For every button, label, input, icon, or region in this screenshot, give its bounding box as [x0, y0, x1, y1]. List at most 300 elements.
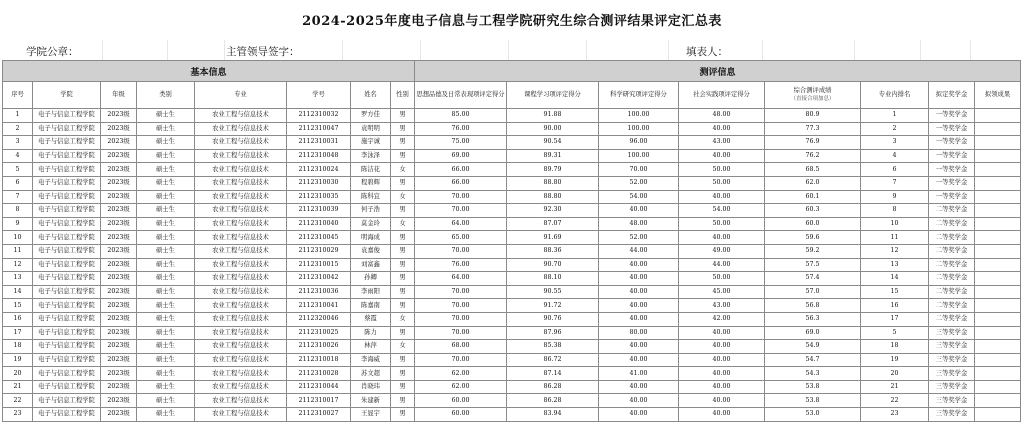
table-row [3, 299, 1021, 313]
cell-gender: 男 [391, 122, 415, 136]
table-row [3, 163, 1021, 177]
col-total-label: 综合测评成绩 [793, 87, 832, 94]
cell-seq: 9 [3, 217, 33, 231]
cell-category: 硕士生 [137, 340, 195, 354]
cell-grade: 2023级 [101, 176, 137, 190]
cell-social: 43.00 [679, 136, 765, 150]
cell-award: 三等奖学金 [929, 380, 975, 394]
cell-major: 农业工程与信息技术 [195, 299, 287, 313]
cell-gender: 男 [391, 367, 415, 381]
cell-grade: 2023级 [101, 312, 137, 326]
section-header-row [3, 61, 1021, 82]
cell-extra [975, 149, 1021, 163]
cell-award: 一等奖学金 [929, 136, 975, 150]
cell-category: 硕士生 [137, 136, 195, 150]
table-row [3, 109, 1021, 123]
cell-ideology: 70.00 [415, 190, 507, 204]
cell-seq: 2 [3, 122, 33, 136]
col-gender: 性别 [391, 82, 415, 109]
col-seq: 序号 [3, 82, 33, 109]
cell-coursework: 87.96 [507, 326, 599, 340]
cell-name: 刘富鑫 [351, 258, 391, 272]
cell-award: 三等奖学金 [929, 367, 975, 381]
table-row [3, 340, 1021, 354]
cell-college: 电子与信息工程学院 [33, 231, 101, 245]
cell-seq: 22 [3, 394, 33, 408]
cell-total: 76.2 [765, 149, 861, 163]
cell-seq: 6 [3, 176, 33, 190]
cell-rank: 18 [861, 340, 929, 354]
cell-major: 农业工程与信息技术 [195, 163, 287, 177]
cell-name: 明海成 [351, 231, 391, 245]
cell-social: 40.00 [679, 353, 765, 367]
cell-gender: 女 [391, 163, 415, 177]
col-category: 类别 [137, 82, 195, 109]
cell-seq: 15 [3, 299, 33, 313]
cell-research: 40.00 [599, 299, 679, 313]
cell-award: 一等奖学金 [929, 109, 975, 123]
table-body [3, 109, 1021, 422]
cell-major: 农业工程与信息技术 [195, 190, 287, 204]
cell-social: 40.00 [679, 340, 765, 354]
cell-major: 农业工程与信息技术 [195, 380, 287, 394]
cell-ideology: 62.00 [415, 380, 507, 394]
cell-grade: 2023级 [101, 380, 137, 394]
cell-total: 56.3 [765, 312, 861, 326]
cell-social: 50.00 [679, 176, 765, 190]
cell-social: 40.00 [679, 380, 765, 394]
cell-student-id: 2112310026 [287, 340, 351, 354]
cell-student-id: 2112310025 [287, 326, 351, 340]
cell-award: 一等奖学金 [929, 176, 975, 190]
cell-major: 农业工程与信息技术 [195, 326, 287, 340]
cell-student-id: 2112320046 [287, 312, 351, 326]
cell-ideology: 85.00 [415, 109, 507, 123]
cell-extra [975, 244, 1021, 258]
col-coursework: 课程学习项评定得分 [507, 82, 599, 109]
cell-social: 40.00 [679, 326, 765, 340]
cell-college: 电子与信息工程学院 [33, 190, 101, 204]
cell-name: 李雨阳 [351, 285, 391, 299]
cell-coursework: 90.70 [507, 258, 599, 272]
cell-rank: 10 [861, 217, 929, 231]
col-ideology: 思想品德及日常表现项评定得分 [415, 82, 507, 109]
cell-major: 农业工程与信息技术 [195, 217, 287, 231]
filler-label: 填表人： [686, 46, 728, 58]
cell-social: 40.00 [679, 231, 765, 245]
cell-major: 农业工程与信息技术 [195, 149, 287, 163]
cell-seq: 14 [3, 285, 33, 299]
cell-extra [975, 122, 1021, 136]
cell-award: 二等奖学金 [929, 285, 975, 299]
cell-social: 40.00 [679, 367, 765, 381]
cell-award: 三等奖学金 [929, 326, 975, 340]
cell-extra [975, 258, 1021, 272]
cell-student-id: 2112310017 [287, 394, 351, 408]
cell-coursework: 86.28 [507, 380, 599, 394]
cell-extra [975, 285, 1021, 299]
cell-coursework: 88.10 [507, 272, 599, 286]
cell-research: 100.00 [599, 149, 679, 163]
cell-college: 电子与信息工程学院 [33, 122, 101, 136]
cell-research: 52.00 [599, 231, 679, 245]
cell-research: 48.00 [599, 217, 679, 231]
cell-seq: 21 [3, 380, 33, 394]
cell-college: 电子与信息工程学院 [33, 176, 101, 190]
cell-seq: 19 [3, 353, 33, 367]
cell-seq: 12 [3, 258, 33, 272]
cell-gender: 男 [391, 272, 415, 286]
col-research: 科学研究项评定得分 [599, 82, 679, 109]
cell-award: 二等奖学金 [929, 312, 975, 326]
cell-total: 80.9 [765, 109, 861, 123]
cell-gender: 女 [391, 217, 415, 231]
cell-rank: 5 [861, 326, 929, 340]
cell-award: 二等奖学金 [929, 217, 975, 231]
cell-student-id: 2112310041 [287, 299, 351, 313]
cell-grade: 2023级 [101, 258, 137, 272]
cell-major: 农业工程与信息技术 [195, 340, 287, 354]
cell-total: 54.7 [765, 353, 861, 367]
cell-college: 电子与信息工程学院 [33, 149, 101, 163]
cell-college: 电子与信息工程学院 [33, 367, 101, 381]
cell-award: 一等奖学金 [929, 190, 975, 204]
table-row [3, 204, 1021, 218]
cell-seq: 11 [3, 244, 33, 258]
cell-extra [975, 408, 1021, 422]
col-social: 社会实践项评定得分 [679, 82, 765, 109]
cell-extra [975, 367, 1021, 381]
cell-rank: 15 [861, 285, 929, 299]
cell-extra [975, 217, 1021, 231]
col-name: 姓名 [351, 82, 391, 109]
cell-grade: 2023级 [101, 163, 137, 177]
cell-grade: 2023级 [101, 217, 137, 231]
cell-ideology: 66.00 [415, 176, 507, 190]
cell-rank: 9 [861, 190, 929, 204]
cell-award: 三等奖学金 [929, 394, 975, 408]
cell-seq: 10 [3, 231, 33, 245]
cell-major: 农业工程与信息技术 [195, 353, 287, 367]
cell-rank: 4 [861, 149, 929, 163]
cell-total: 57.0 [765, 285, 861, 299]
table-row [3, 258, 1021, 272]
cell-extra [975, 231, 1021, 245]
section-basic-info: 基本信息 [3, 61, 415, 82]
cell-college: 电子与信息工程学院 [33, 109, 101, 123]
cell-coursework: 90.76 [507, 312, 599, 326]
table-row [3, 367, 1021, 381]
cell-extra [975, 109, 1021, 123]
cell-social: 42.00 [679, 312, 765, 326]
col-extra: 拟领成果 [975, 82, 1021, 109]
cell-social: 45.00 [679, 285, 765, 299]
cell-grade: 2023级 [101, 394, 137, 408]
cell-extra [975, 163, 1021, 177]
cell-research: 40.00 [599, 408, 679, 422]
cell-research: 96.00 [599, 136, 679, 150]
cell-research: 54.00 [599, 190, 679, 204]
cell-grade: 2023级 [101, 122, 137, 136]
cell-ideology: 70.00 [415, 204, 507, 218]
cell-coursework: 88.80 [507, 190, 599, 204]
cell-major: 农业工程与信息技术 [195, 312, 287, 326]
cell-grade: 2023级 [101, 340, 137, 354]
cell-total: 76.9 [765, 136, 861, 150]
cell-name: 王显宇 [351, 408, 391, 422]
cell-category: 硕士生 [137, 204, 195, 218]
col-rank: 专业内排名 [861, 82, 929, 109]
cell-gender: 男 [391, 109, 415, 123]
cell-name: 陈科宜 [351, 190, 391, 204]
cell-coursework: 89.31 [507, 149, 599, 163]
cell-category: 硕士生 [137, 109, 195, 123]
cell-gender: 男 [391, 326, 415, 340]
col-grade: 年级 [101, 82, 137, 109]
cell-ideology: 70.00 [415, 299, 507, 313]
cell-name: 肖晓玮 [351, 380, 391, 394]
cell-student-id: 2112310042 [287, 272, 351, 286]
cell-coursework: 89.79 [507, 163, 599, 177]
cell-student-id: 2112310027 [287, 408, 351, 422]
cell-research: 40.00 [599, 312, 679, 326]
cell-college: 电子与信息工程学院 [33, 299, 101, 313]
cell-rank: 12 [861, 244, 929, 258]
table-row [3, 122, 1021, 136]
cell-award: 二等奖学金 [929, 204, 975, 218]
cell-category: 硕士生 [137, 122, 195, 136]
cell-coursework: 86.28 [507, 394, 599, 408]
cell-rank: 22 [861, 394, 929, 408]
cell-major: 农业工程与信息技术 [195, 244, 287, 258]
cell-category: 硕士生 [137, 217, 195, 231]
cell-gender: 男 [391, 149, 415, 163]
cell-name: 李海威 [351, 353, 391, 367]
table-row [3, 217, 1021, 231]
cell-rank: 16 [861, 299, 929, 313]
cell-research: 40.00 [599, 204, 679, 218]
cell-social: 40.00 [679, 394, 765, 408]
cell-total: 53.8 [765, 380, 861, 394]
cell-extra [975, 299, 1021, 313]
cell-name: 何子浩 [351, 204, 391, 218]
cell-category: 硕士生 [137, 272, 195, 286]
cell-rank: 2 [861, 122, 929, 136]
col-student-id: 学号 [287, 82, 351, 109]
cell-student-id: 2112310047 [287, 122, 351, 136]
cell-college: 电子与信息工程学院 [33, 244, 101, 258]
table-row [3, 272, 1021, 286]
cell-extra [975, 136, 1021, 150]
leader-signature-label: 主管领导签字： [226, 46, 300, 58]
cell-research: 40.00 [599, 353, 679, 367]
cell-name: 陈力 [351, 326, 391, 340]
table-row [3, 285, 1021, 299]
cell-coursework: 88.80 [507, 176, 599, 190]
cell-name: 林萍 [351, 340, 391, 354]
cell-coursework: 87.07 [507, 217, 599, 231]
cell-category: 硕士生 [137, 394, 195, 408]
cell-coursework: 91.69 [507, 231, 599, 245]
cell-seq: 13 [3, 272, 33, 286]
cell-ideology: 60.00 [415, 394, 507, 408]
cell-rank: 14 [861, 272, 929, 286]
cell-ideology: 70.00 [415, 312, 507, 326]
cell-total: 59.6 [765, 231, 861, 245]
cell-major: 农业工程与信息技术 [195, 258, 287, 272]
cell-grade: 2023级 [101, 136, 137, 150]
cell-coursework: 91.88 [507, 109, 599, 123]
cell-category: 硕士生 [137, 231, 195, 245]
cell-extra [975, 353, 1021, 367]
table-row [3, 408, 1021, 422]
cell-major: 农业工程与信息技术 [195, 408, 287, 422]
cell-college: 电子与信息工程学院 [33, 258, 101, 272]
table-row [3, 380, 1021, 394]
cell-gender: 男 [391, 299, 415, 313]
cell-social: 50.00 [679, 272, 765, 286]
cell-college: 电子与信息工程学院 [33, 136, 101, 150]
cell-rank: 20 [861, 367, 929, 381]
cell-award: 三等奖学金 [929, 353, 975, 367]
cell-ideology: 65.00 [415, 231, 507, 245]
cell-total: 60.3 [765, 204, 861, 218]
cell-category: 硕士生 [137, 163, 195, 177]
table-row [3, 394, 1021, 408]
cell-ideology: 76.00 [415, 258, 507, 272]
cell-name: 莫金玲 [351, 217, 391, 231]
table-row [3, 136, 1021, 150]
cell-college: 电子与信息工程学院 [33, 394, 101, 408]
cell-student-id: 2112310029 [287, 244, 351, 258]
cell-college: 电子与信息工程学院 [33, 285, 101, 299]
cell-seq: 5 [3, 163, 33, 177]
cell-total: 54.3 [765, 367, 861, 381]
cell-coursework: 90.54 [507, 136, 599, 150]
cell-grade: 2023级 [101, 109, 137, 123]
cell-ideology: 76.00 [415, 122, 507, 136]
cell-rank: 19 [861, 353, 929, 367]
cell-major: 农业工程与信息技术 [195, 109, 287, 123]
cell-gender: 男 [391, 380, 415, 394]
cell-major: 农业工程与信息技术 [195, 176, 287, 190]
table-row [3, 353, 1021, 367]
cell-research: 40.00 [599, 272, 679, 286]
page-title: 2024-2025年度电子信息与工程学院研究生综合测评结果评定汇总表 [302, 14, 722, 29]
cell-college: 电子与信息工程学院 [33, 340, 101, 354]
cell-major: 农业工程与信息技术 [195, 285, 287, 299]
cell-rank: 11 [861, 231, 929, 245]
cell-category: 硕士生 [137, 258, 195, 272]
cell-coursework: 91.72 [507, 299, 599, 313]
cell-total: 54.9 [765, 340, 861, 354]
table-row [3, 190, 1021, 204]
table-row [3, 176, 1021, 190]
cell-name: 罗方佳 [351, 109, 391, 123]
cell-research: 40.00 [599, 340, 679, 354]
cell-major: 农业工程与信息技术 [195, 136, 287, 150]
cell-extra [975, 190, 1021, 204]
cell-rank: 6 [861, 163, 929, 177]
cell-grade: 2023级 [101, 299, 137, 313]
cell-name: 陈嘉南 [351, 299, 391, 313]
cell-college: 电子与信息工程学院 [33, 353, 101, 367]
cell-gender: 男 [391, 258, 415, 272]
cell-rank: 13 [861, 258, 929, 272]
cell-seq: 1 [3, 109, 33, 123]
cell-seq: 4 [3, 149, 33, 163]
cell-social: 43.00 [679, 299, 765, 313]
table-row [3, 244, 1021, 258]
cell-seq: 23 [3, 408, 33, 422]
table-row [3, 312, 1021, 326]
cell-name: 施宇诚 [351, 136, 391, 150]
cell-student-id: 2112310030 [287, 176, 351, 190]
cell-ideology: 64.00 [415, 217, 507, 231]
cell-gender: 男 [391, 204, 415, 218]
cell-research: 40.00 [599, 258, 679, 272]
cell-total: 59.2 [765, 244, 861, 258]
cell-category: 硕士生 [137, 149, 195, 163]
cell-award: 二等奖学金 [929, 244, 975, 258]
col-major: 专业 [195, 82, 287, 109]
cell-grade: 2023级 [101, 231, 137, 245]
cell-student-id: 2112310040 [287, 217, 351, 231]
cell-student-id: 2112310032 [287, 109, 351, 123]
cell-grade: 2023级 [101, 149, 137, 163]
cell-rank: 3 [861, 136, 929, 150]
cell-social: 40.00 [679, 190, 765, 204]
cell-college: 电子与信息工程学院 [33, 204, 101, 218]
cell-research: 44.00 [599, 244, 679, 258]
cell-student-id: 2112310015 [287, 258, 351, 272]
cell-seq: 20 [3, 367, 33, 381]
cell-award: 一等奖学金 [929, 122, 975, 136]
cell-award: 一等奖学金 [929, 163, 975, 177]
cell-category: 硕士生 [137, 190, 195, 204]
cell-student-id: 2112310045 [287, 231, 351, 245]
cell-research: 40.00 [599, 380, 679, 394]
cell-student-id: 2112310048 [287, 149, 351, 163]
cell-total: 57.4 [765, 272, 861, 286]
cell-social: 50.00 [679, 217, 765, 231]
cell-student-id: 2112310031 [287, 136, 351, 150]
cell-seq: 3 [3, 136, 33, 150]
cell-seq: 7 [3, 190, 33, 204]
cell-category: 硕士生 [137, 285, 195, 299]
cell-total: 62.0 [765, 176, 861, 190]
cell-gender: 女 [391, 340, 415, 354]
cell-college: 电子与信息工程学院 [33, 380, 101, 394]
cell-gender: 男 [391, 244, 415, 258]
cell-social: 48.00 [679, 109, 765, 123]
cell-award: 一等奖学金 [929, 149, 975, 163]
cell-total: 69.0 [765, 326, 861, 340]
cell-seq: 17 [3, 326, 33, 340]
table-row [3, 231, 1021, 245]
cell-gender: 男 [391, 285, 415, 299]
cell-social: 40.00 [679, 122, 765, 136]
cell-social: 54.00 [679, 204, 765, 218]
cell-coursework: 88.36 [507, 244, 599, 258]
cell-research: 41.00 [599, 367, 679, 381]
cell-seq: 8 [3, 204, 33, 218]
cell-college: 电子与信息工程学院 [33, 217, 101, 231]
cell-college: 电子与信息工程学院 [33, 163, 101, 177]
cell-award: 二等奖学金 [929, 299, 975, 313]
cell-college: 电子与信息工程学院 [33, 408, 101, 422]
column-header-row [3, 82, 1021, 109]
